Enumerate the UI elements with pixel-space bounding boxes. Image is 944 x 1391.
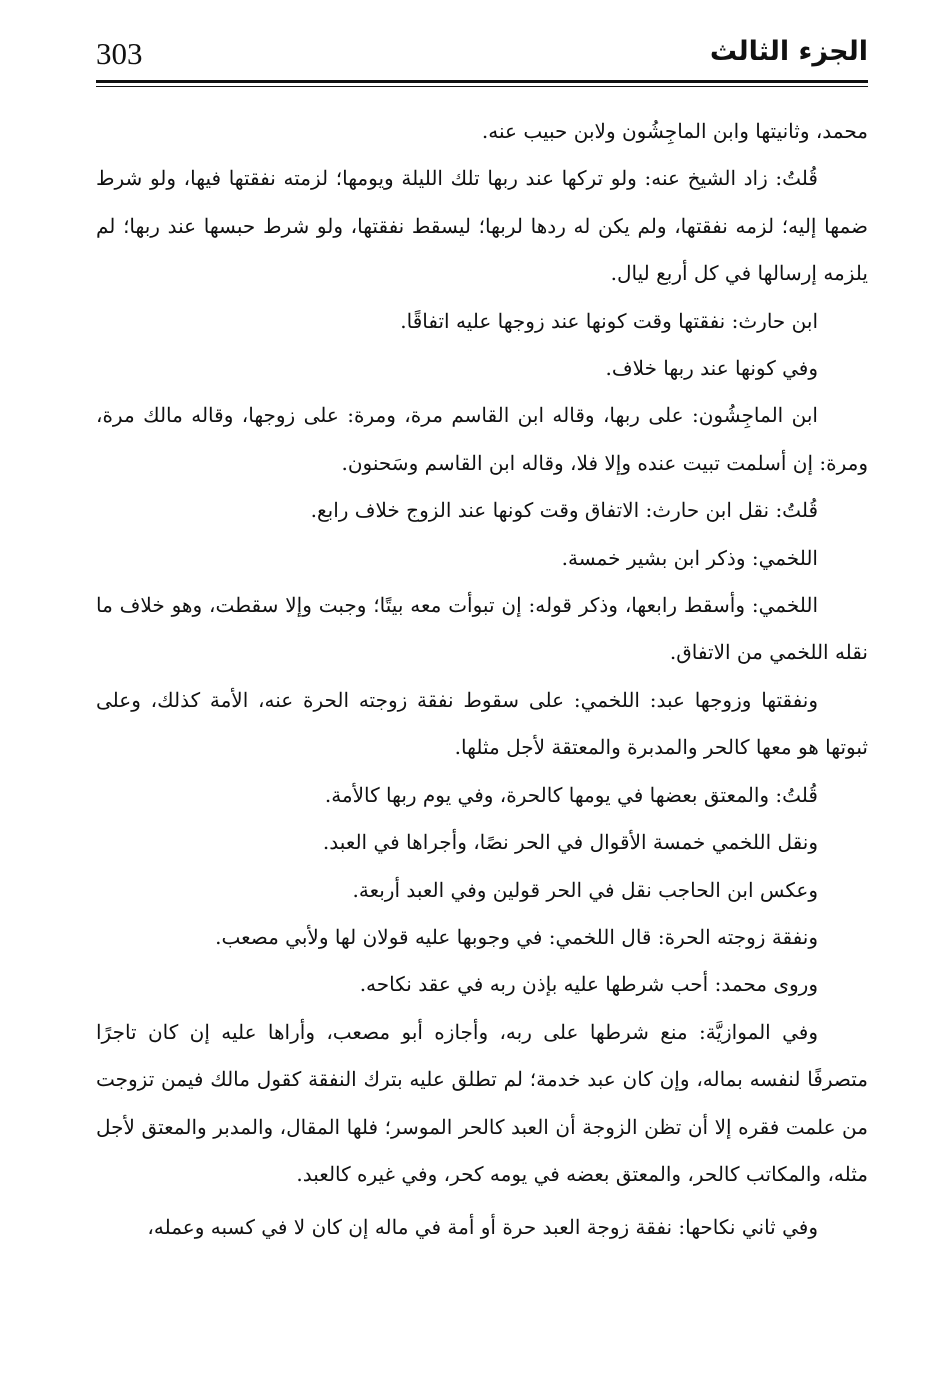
header-rule-thick bbox=[96, 80, 868, 83]
page-number: 303 bbox=[96, 36, 143, 71]
paragraph: وعكس ابن الحاجب نقل في الحر قولين وفي العبد أربعة. bbox=[352, 877, 818, 902]
paragraph: محمد، وثانيتها وابن الماجِشُون ولابن حبيب عنه. bbox=[481, 119, 868, 143]
paragraph: قُلتُ: زاد الشيخ عنه: ولو تركها عند ربها تلك الليلة ويومها؛ لزمته نفقتها فيها، ولو شرط ضمها إليه؛ لزمه نفقتها، ولم يكن له ردها لربها؛ ليسقط نفقتها، ولو شرط حبسها عند ربها؛ لم يلزمه إرسالها في كل أربع ليال. bbox=[96, 166, 868, 286]
paragraph: قُلتُ: والمعتق بعضها في يومها كالحرة، وفي يوم ربها كالأمة. bbox=[324, 782, 818, 807]
paragraph: ونفقة زوجته الحرة: قال اللخمي: في وجوبها عليه قولان لها ولأبي مصعب. bbox=[215, 924, 818, 949]
running-head: الجزء الثالث bbox=[709, 36, 868, 67]
body-text bbox=[96, 108, 868, 1252]
page-header bbox=[96, 30, 868, 80]
paragraph: ابن الماجِشُون: على ربها، وقاله ابن القاسم مرة، ومرة: على زوجها، وقاله مالك مرة، ومرة: إن أسلمت تبيت عنده وإلا فلا، وقاله ابن القاسم وسَحنون. bbox=[96, 403, 868, 475]
paragraph: وفي ثاني نكاحها: نفقة زوجة العبد حرة أو أمة في ماله إن كان لا في كسبه وعمله، bbox=[147, 1215, 818, 1240]
paragraph: ونفقتها وزوجها عبد: اللخمي: على سقوط نفقة زوجته الحرة عنه، الأمة كذلك، وعلى ثبوتها هو معها كالحر والمدبرة والمعتقة لأجل مثلها. bbox=[96, 687, 868, 760]
paragraph: ابن حارث: نفقتها وقت كونها عند زوجها عليه اتفاقًا. bbox=[400, 308, 818, 333]
paragraph: اللخمي: وأسقط رابعها، وذكر قوله: إن تبوأت معه بيتًا؛ وجبت وإلا سقطت، وهو خلاف ما نقله اللخمي من الاتفاق. bbox=[96, 593, 868, 665]
paragraph: قُلتُ: نقل ابن حارث: الاتفاق وقت كونها عند الزوج خلاف رابع. bbox=[310, 498, 818, 523]
paragraph: اللخمي: وذكر ابن بشير خمسة. bbox=[561, 545, 818, 570]
paragraph: وروى محمد: أحب شرطها عليه بإذن ربه في عقد نكاحه. bbox=[359, 972, 818, 997]
paragraph: وفي كونها عند ربها خلاف. bbox=[605, 356, 818, 381]
header-rule-thin bbox=[96, 86, 868, 87]
paragraph: وفي الموازيَّة: منع شرطها على ربه، وأجازه أبو مصعب، وأراها عليه إن كان تاجرًا متصرفًا لنفسه بماله، وإن كان عبد خدمة؛ لم تطلق عليه بترك النفقة كقول مالك فيمن تزوجت من علمت فقره إلا أن تظن الزوجة أن العبد كالحر الموسر؛ فلها المقال، والمدبر والمعتق لأجل مثله، والمكاتب كالحر، والمعتق بعضه في يومه كحر، وفي غيره كالعبد. bbox=[96, 1019, 868, 1186]
paragraph: ونقل اللخمي خمسة الأقوال في الحر نصًا، وأجراها في العبد. bbox=[322, 830, 818, 855]
